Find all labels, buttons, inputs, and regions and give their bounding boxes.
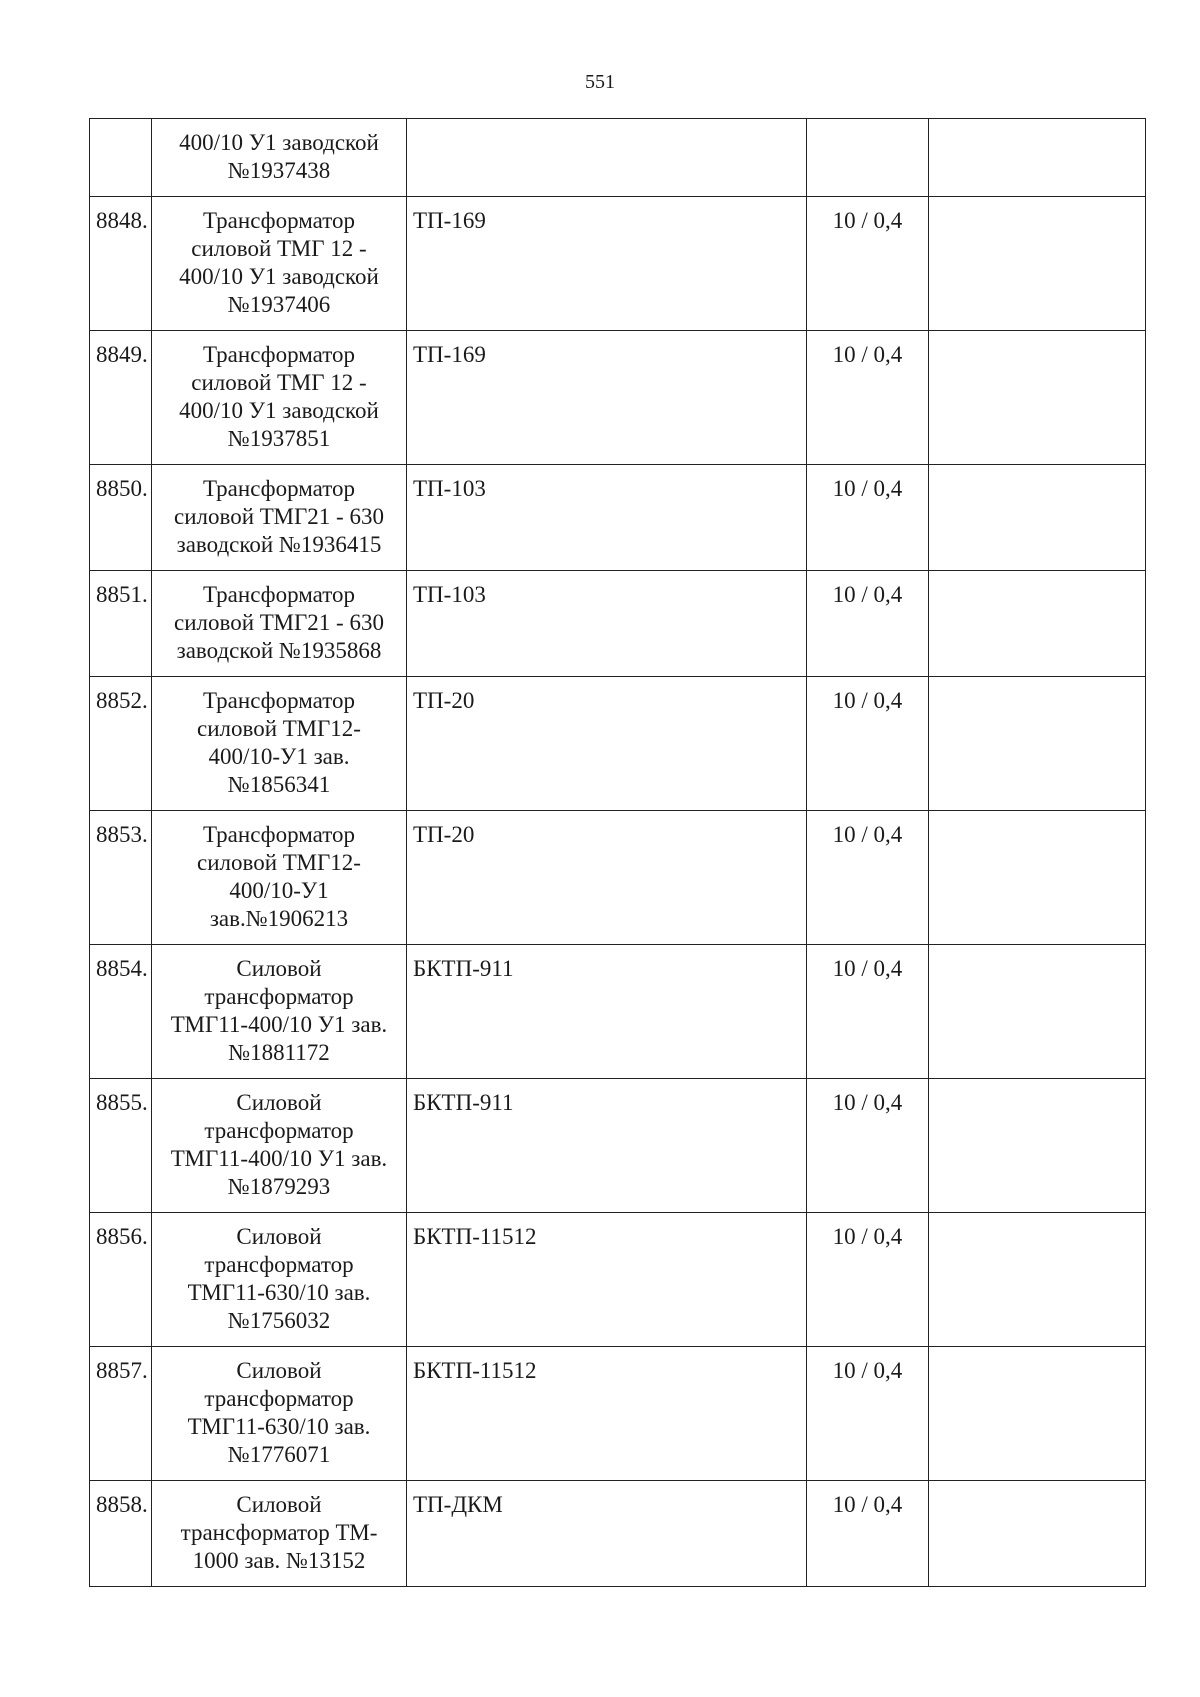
equipment-name-cell [152,811,407,945]
voltage-cell [807,1481,929,1587]
equipment-name-cell-text: Трансформатор силовой ТМГ12- 400/10-У1 зав.№1906213 [197,822,361,931]
notes-cell [929,571,1146,677]
voltage-cell-text: 10 / 0,4 [832,1224,903,1249]
location-cell-text: ТП-20 [413,822,475,847]
location-cell [407,677,807,811]
notes-cell [929,811,1146,945]
location-cell-text: ТП-103 [413,582,486,607]
location-cell [407,945,807,1079]
equipment-name-cell-text: Трансформатор силовой ТМГ12- 400/10-У1 зав. №1856341 [197,688,361,797]
equipment-name-cell-text: Трансформатор силовой ТМГ21 - 630 заводской №1935868 [174,582,384,663]
voltage-cell-text: 10 / 0,4 [832,208,903,233]
voltage-cell [807,677,929,811]
voltage-cell [807,465,929,571]
notes-cell [929,1481,1146,1587]
location-cell-text: ТП-103 [413,476,486,501]
voltage-cell-text: 10 / 0,4 [832,956,903,981]
voltage-cell-text: 10 / 0,4 [832,342,903,367]
table-body [90,119,1146,1587]
notes-cell [929,677,1146,811]
notes-cell [929,331,1146,465]
location-cell-text: БКТП-11512 [413,1358,537,1383]
row-number-cell [90,811,152,945]
row-number-cell [90,1481,152,1587]
voltage-cell-text: 10 / 0,4 [832,476,903,501]
table-row [90,1347,1146,1481]
table-row [90,1481,1146,1587]
location-cell [407,1213,807,1347]
equipment-name-cell-text: Трансформатор силовой ТМГ 12 - 400/10 У1 заводской №1937851 [179,342,379,451]
equipment-name-cell-text: 400/10 У1 заводской №1937438 [179,130,379,183]
location-cell [407,1347,807,1481]
voltage-cell-text: 10 / 0,4 [832,1090,903,1115]
location-cell-text: БКТП-11512 [413,1224,537,1249]
location-cell [407,1481,807,1587]
row-number-cell [90,119,152,197]
table-row [90,465,1146,571]
voltage-cell [807,331,929,465]
equipment-name-cell [152,197,407,331]
notes-cell [929,945,1146,1079]
row-number-cell-text: 8849. [96,342,148,367]
page-number: 551 [585,71,615,93]
location-cell-text: БКТП-911 [413,956,514,981]
row-number-cell [90,331,152,465]
voltage-cell [807,197,929,331]
location-cell-text: ТП-20 [413,688,475,713]
location-cell [407,1079,807,1213]
row-number-cell-text: 8848. [96,208,148,233]
table-row [90,571,1146,677]
row-number-cell-text: 8856. [96,1224,148,1249]
table-row [90,811,1146,945]
location-cell [407,811,807,945]
row-number-cell [90,1079,152,1213]
notes-cell [929,119,1146,197]
voltage-cell [807,119,929,197]
equipment-name-cell-text: Силовой трансформатор ТМГ11-630/10 зав. №1756032 [187,1224,371,1333]
row-number-cell [90,1347,152,1481]
location-cell [407,197,807,331]
row-number-cell [90,197,152,331]
notes-cell [929,197,1146,331]
equipment-name-cell [152,119,407,197]
inventory-table [89,118,1146,1587]
location-cell [407,571,807,677]
equipment-name-cell-text: Силовой трансформатор ТМГ11-630/10 зав. №1776071 [187,1358,371,1467]
equipment-name-cell-text: Силовой трансформатор ТМГ11-400/10 У1 зав. №1879293 [170,1090,388,1199]
table-row [90,197,1146,331]
equipment-name-cell-text: Трансформатор силовой ТМГ21 - 630 заводской №1936415 [174,476,384,557]
row-number-cell-text: 8855. [96,1090,148,1115]
equipment-name-cell-text: Силовой трансформатор ТМГ11-400/10 У1 зав. №1881172 [170,956,388,1065]
voltage-cell-text: 10 / 0,4 [832,1492,903,1517]
row-number-cell-text: 8858. [96,1492,148,1517]
notes-cell [929,1347,1146,1481]
row-number-cell [90,571,152,677]
equipment-name-cell [152,1481,407,1587]
row-number-cell [90,677,152,811]
equipment-name-cell [152,1079,407,1213]
row-number-cell [90,945,152,1079]
equipment-name-cell [152,465,407,571]
equipment-name-cell-text: Трансформатор силовой ТМГ 12 - 400/10 У1 заводской №1937406 [179,208,379,317]
voltage-cell-text: 10 / 0,4 [832,1358,903,1383]
table-row [90,677,1146,811]
voltage-cell [807,945,929,1079]
location-cell-text: ТП-169 [413,342,486,367]
location-cell [407,331,807,465]
voltage-cell [807,1079,929,1213]
row-number-cell [90,1213,152,1347]
equipment-name-cell [152,331,407,465]
row-number-cell-text: 8854. [96,956,148,981]
table-row [90,119,1146,197]
table-row [90,1213,1146,1347]
voltage-cell-text: 10 / 0,4 [832,688,903,713]
equipment-name-cell [152,1213,407,1347]
equipment-name-cell [152,945,407,1079]
row-number-cell-text: 8850. [96,476,148,501]
notes-cell [929,465,1146,571]
table-row [90,945,1146,1079]
location-cell-text: БКТП-911 [413,1090,514,1115]
notes-cell [929,1213,1146,1347]
equipment-name-cell [152,1347,407,1481]
equipment-name-cell [152,677,407,811]
location-cell [407,119,807,197]
row-number-cell-text: 8852. [96,688,148,713]
location-cell-text: ТП-169 [413,208,486,233]
row-number-cell-text: 8853. [96,822,148,847]
row-number-cell [90,465,152,571]
voltage-cell [807,1347,929,1481]
voltage-cell [807,1213,929,1347]
table-row [90,1079,1146,1213]
row-number-cell-text: 8851. [96,582,148,607]
row-number-cell-text: 8857. [96,1358,148,1383]
equipment-name-cell-text: Силовой трансформатор ТМ- 1000 зав. №13152 [180,1492,378,1573]
location-cell-text: ТП-ДКМ [413,1492,503,1517]
notes-cell [929,1079,1146,1213]
location-cell [407,465,807,571]
voltage-cell-text: 10 / 0,4 [832,822,903,847]
voltage-cell-text: 10 / 0,4 [832,582,903,607]
voltage-cell [807,811,929,945]
equipment-name-cell [152,571,407,677]
table-row [90,331,1146,465]
voltage-cell [807,571,929,677]
